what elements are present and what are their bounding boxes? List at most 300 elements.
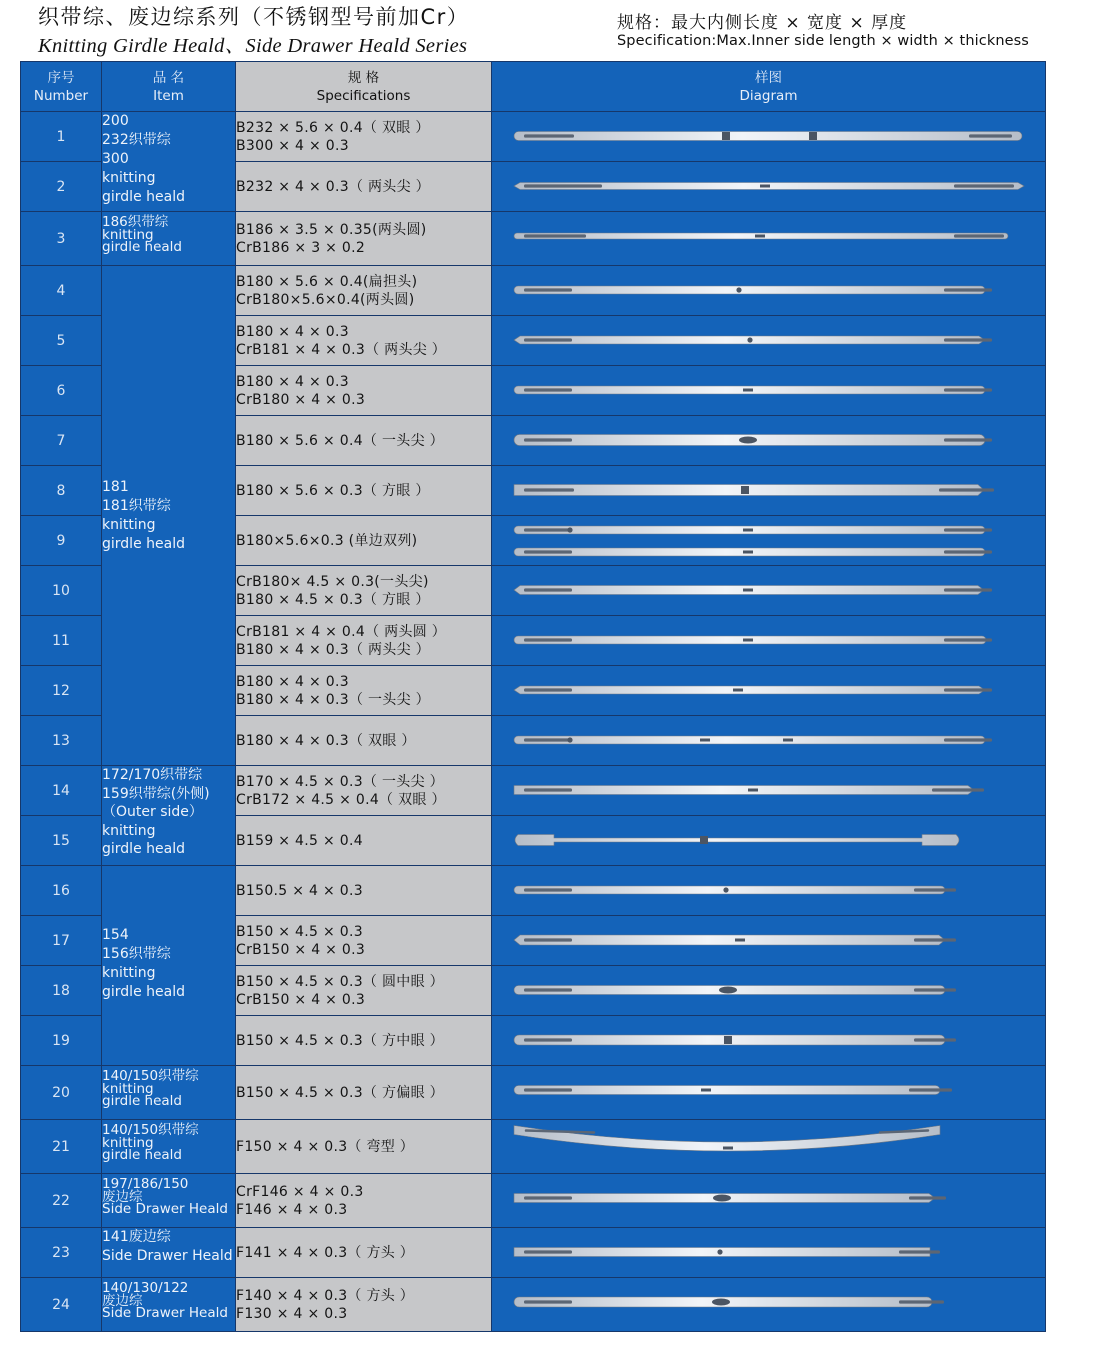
item-name-line: 232织带综 xyxy=(102,132,171,148)
heald-slot xyxy=(944,688,992,691)
heald-strip xyxy=(514,1126,940,1152)
heald-diagram xyxy=(492,1016,1045,1066)
heald-diagram xyxy=(492,1174,1045,1224)
spec-line: • B186 × 3.5 × 0.35(两头圆) xyxy=(236,221,491,239)
heald-eye xyxy=(567,737,572,742)
spec-line: • B180 × 4 × 0.3（ 一头尖 ） xyxy=(236,691,491,709)
item-name-line: 140/130/122 xyxy=(102,1280,189,1296)
item-name-line: Side Drawer Heald xyxy=(102,1201,228,1217)
heald-slot xyxy=(524,388,572,391)
heald-eye xyxy=(713,1195,731,1202)
heald-slot xyxy=(914,938,956,941)
table-row xyxy=(21,1066,1046,1120)
heald-eye xyxy=(701,1089,711,1092)
heald-diagram xyxy=(492,566,1045,616)
heald-eye xyxy=(733,689,743,692)
specification-cell xyxy=(236,1278,492,1332)
table-row xyxy=(21,866,1046,916)
table-row xyxy=(21,212,1046,266)
specification-cell xyxy=(236,1228,492,1278)
item-name-line: 废边综 xyxy=(102,1292,143,1309)
specification-cell xyxy=(236,716,492,766)
heald-strip-lower xyxy=(514,548,992,556)
heald-slot xyxy=(944,438,992,441)
item-name-line: 140/150织带综 xyxy=(102,1068,199,1084)
specification-cell xyxy=(236,1066,492,1120)
heald-slot xyxy=(524,738,572,741)
column-header-item-en: Item xyxy=(153,87,184,104)
row-number: 20 xyxy=(21,1066,102,1120)
heald-strip xyxy=(514,1035,956,1045)
heald-slot xyxy=(524,938,572,941)
heald-diagram xyxy=(492,516,1045,566)
heald-slot xyxy=(914,888,956,891)
row-number: 1 xyxy=(21,112,102,162)
spec-line: • B180 × 5.6 × 0.4（ 一头尖 ） xyxy=(236,432,491,450)
item-name-cell xyxy=(102,1066,236,1120)
heald-slot xyxy=(939,488,994,491)
heald-diagram-cell xyxy=(492,1278,1046,1332)
specification-cell xyxy=(236,916,492,966)
heald-slot xyxy=(944,528,992,531)
item-name-cell xyxy=(102,866,236,1066)
spec-line: • B180 × 4 × 0.3 xyxy=(236,323,491,341)
specification-cell xyxy=(236,516,492,566)
spec-line: • F141 × 4 × 0.3（ 方头 ） xyxy=(236,1244,491,1262)
heald-slot xyxy=(524,988,572,991)
heald-eye xyxy=(717,1249,722,1254)
item-name-cell xyxy=(102,112,236,212)
heald-slot xyxy=(909,1196,946,1199)
item-name-line: girdle heald xyxy=(102,536,185,552)
heald-slot xyxy=(944,388,992,391)
heald-slot xyxy=(524,688,572,691)
row-number: 24 xyxy=(21,1278,102,1332)
heald-diagram-cell xyxy=(492,566,1046,616)
item-name-line: 200 xyxy=(102,113,129,129)
column-header-number-en: Number xyxy=(33,87,89,104)
table-row xyxy=(21,1120,1046,1174)
spec-line: • F146 × 4 × 0.3 xyxy=(236,1201,491,1219)
item-name-line: knitting xyxy=(102,822,156,839)
spec-line: CrB180× 4.5 × 0.3(一头尖) xyxy=(236,573,429,590)
heald-slot xyxy=(524,1196,572,1199)
heald-diagram-cell xyxy=(492,1228,1046,1278)
table-header-row xyxy=(21,62,1046,112)
spec-line: • B180 × 5.6 × 0.3（ 方眼 ） xyxy=(236,482,491,500)
spec-line: • F140 × 4 × 0.3（ 方头 ） xyxy=(236,1287,491,1305)
heald-slot xyxy=(944,638,992,641)
row-number: 11 xyxy=(21,616,102,666)
spec-line: • B180 × 4 × 0.3（ 两头尖 ） xyxy=(236,641,491,659)
specification-cell xyxy=(236,212,492,266)
heald-slot xyxy=(524,438,572,441)
heald-slot xyxy=(944,550,992,553)
item-name-line: Side Drawer Heald xyxy=(102,1247,233,1264)
catalog-title-en: Knitting Girdle Heald、Side Drawer Heald Series xyxy=(38,35,468,57)
heald-strip xyxy=(514,1194,946,1203)
specification-cell xyxy=(236,266,492,316)
row-number: 7 xyxy=(21,416,102,466)
heald-diagram-cell xyxy=(492,716,1046,766)
heald-diagram xyxy=(492,1228,1045,1278)
heald-diagram xyxy=(492,266,1045,316)
heald-eye xyxy=(743,589,753,592)
specification-cell xyxy=(236,366,492,416)
item-name-line: 300 xyxy=(102,151,129,167)
heald-diagram-cell xyxy=(492,316,1046,366)
table-row xyxy=(21,1228,1046,1278)
heald-strip xyxy=(514,183,1024,190)
heald-eye xyxy=(712,1299,730,1306)
row-number: 18 xyxy=(21,966,102,1016)
heald-diagram xyxy=(492,716,1045,766)
heald-slot xyxy=(944,288,992,291)
heald-slot xyxy=(524,1300,572,1303)
heald-slot xyxy=(524,550,572,553)
heald-diagram xyxy=(492,1066,1045,1116)
item-name-line: 172/170织带综 xyxy=(102,767,203,783)
row-number: 12 xyxy=(21,666,102,716)
heald-diagram-cell xyxy=(492,1066,1046,1120)
specification-cell xyxy=(236,866,492,916)
specification-cell xyxy=(236,816,492,866)
row-number: 13 xyxy=(21,716,102,766)
heald-strip xyxy=(514,233,1008,239)
table-row xyxy=(21,266,1046,316)
heald-diagram-cell xyxy=(492,162,1046,212)
spec-line: CrB181 × 4 × 0.4（ 两头圆 ） xyxy=(236,623,447,640)
row-number: 8 xyxy=(21,466,102,516)
item-name-line: 140/150织带综 xyxy=(102,1122,199,1138)
heald-slot xyxy=(914,988,956,991)
row-number: 2 xyxy=(21,162,102,212)
spec-line: CrB186 × 3 × 0.2 xyxy=(236,239,366,256)
heald-slot xyxy=(524,184,602,187)
heald-diagram xyxy=(492,212,1045,262)
row-number: 9 xyxy=(21,516,102,566)
row-number: 4 xyxy=(21,266,102,316)
heald-strip xyxy=(514,485,994,496)
heald-diagram xyxy=(492,916,1045,966)
spec-line: CrB181 × 4 × 0.3（ 两头尖 ） xyxy=(236,341,447,358)
table-row xyxy=(21,1278,1046,1332)
heald-strip-upper xyxy=(514,526,992,534)
heald-diagram-cell xyxy=(492,816,1046,866)
specification-cell xyxy=(236,766,492,816)
heald-strip xyxy=(514,386,992,394)
item-name-line: girdle heald xyxy=(102,984,185,1000)
column-header-diagram xyxy=(492,62,1046,112)
row-number: 5 xyxy=(21,316,102,366)
row-number: 23 xyxy=(21,1228,102,1278)
spec-line: • B150 × 4.5 × 0.3（ 方中眼 ） xyxy=(236,1032,491,1050)
row-number: 22 xyxy=(21,1174,102,1228)
item-name-line: 197/186/150 xyxy=(102,1176,189,1192)
heald-strip xyxy=(514,1248,940,1257)
specification-cell xyxy=(236,316,492,366)
heald-diagram-cell xyxy=(492,266,1046,316)
heald-slot xyxy=(524,134,574,137)
heald-strip xyxy=(514,686,992,694)
heald-diagram xyxy=(492,162,1045,212)
column-header-item xyxy=(102,62,236,112)
heald-slot xyxy=(944,588,992,591)
spec-line: B159 × 4.5 × 0.4 xyxy=(236,832,363,849)
spec-line: CrF146 × 4 × 0.3 xyxy=(236,1183,364,1200)
heald-diagram xyxy=(492,416,1045,466)
item-name-line: knitting xyxy=(102,1134,154,1151)
heald-strip xyxy=(514,886,956,894)
catalog-title-zh: 织带综、废边综系列（不锈钢型号前加Cr） xyxy=(38,5,470,29)
heald-strip xyxy=(514,586,992,595)
item-name-line: knitting xyxy=(102,226,154,243)
spec-line: • B232 × 5.6 × 0.4（ 双眼 ） xyxy=(236,119,491,137)
heald-diagram xyxy=(492,766,1045,816)
heald-eye xyxy=(722,132,730,140)
heald-slot xyxy=(524,338,572,341)
heald-slot xyxy=(524,288,572,291)
heald-slot xyxy=(524,788,572,791)
specification-cell xyxy=(236,666,492,716)
column-header-spec-en: Specifications xyxy=(316,87,411,104)
heald-strip xyxy=(514,986,956,995)
heald-slot xyxy=(524,1038,572,1041)
spec-line: • B150 × 4.5 × 0.3 xyxy=(236,923,491,941)
heald-slot xyxy=(524,638,572,641)
heald-strip xyxy=(514,286,992,294)
row-number: 14 xyxy=(21,766,102,816)
table-row xyxy=(21,766,1046,816)
specification-cell xyxy=(236,966,492,1016)
heald-eye xyxy=(809,132,817,140)
item-name-line: girdle heald xyxy=(102,1093,183,1109)
heald-slot xyxy=(524,588,572,591)
spec-line: • B150.5 × 4 × 0.3 xyxy=(236,882,491,900)
heald-eye xyxy=(741,486,749,494)
heald-eye xyxy=(760,185,770,188)
column-header-number xyxy=(21,62,102,112)
item-name-cell xyxy=(102,1174,236,1228)
heald-slot xyxy=(969,134,1012,137)
heald-eye xyxy=(743,529,753,532)
heald-strip xyxy=(514,435,992,446)
heald-strip xyxy=(514,636,992,644)
heald-eye xyxy=(743,551,753,554)
heald-strip xyxy=(514,935,956,945)
spec-line: B300 × 4 × 0.3 xyxy=(236,137,349,154)
column-header-number-zh: 序号 xyxy=(47,69,75,86)
heald-diagram-cell xyxy=(492,666,1046,716)
heald-slot xyxy=(524,1088,572,1091)
spec-line: • B150 × 4.5 × 0.3（ 方偏眼 ） xyxy=(236,1084,491,1102)
heald-diagram xyxy=(492,966,1045,1016)
heald-eye xyxy=(719,987,737,994)
heald-eye xyxy=(783,739,793,742)
item-name-cell xyxy=(102,266,236,766)
heald-eye xyxy=(743,639,753,642)
spec-line: • B232 × 4 × 0.3（ 两头尖 ） xyxy=(236,178,491,196)
heald-eye xyxy=(747,337,752,342)
heald-diagram xyxy=(492,366,1045,416)
item-name-cell xyxy=(102,1228,236,1278)
heald-strip xyxy=(514,786,984,795)
heald-diagram xyxy=(492,616,1045,666)
row-number: 17 xyxy=(21,916,102,966)
row-number: 6 xyxy=(21,366,102,416)
heald-diagram-cell xyxy=(492,212,1046,266)
item-name-cell xyxy=(102,1120,236,1174)
spec-line: F130 × 4 × 0.3 xyxy=(236,1305,348,1322)
heald-eye xyxy=(736,287,741,292)
heald-diagram-cell xyxy=(492,1174,1046,1228)
heald-slot xyxy=(899,1250,940,1253)
specification-cell xyxy=(236,112,492,162)
heald-diagram-cell xyxy=(492,866,1046,916)
spec-line: CrB180 × 4 × 0.3 xyxy=(236,391,366,408)
spec-line: CrB150 × 4 × 0.3 xyxy=(236,941,366,958)
heald-slot xyxy=(954,234,1004,237)
spec-line: CrB180×5.6×0.4(两头圆) xyxy=(236,291,415,308)
heald-diagram xyxy=(492,666,1045,716)
heald-diagram-cell xyxy=(492,616,1046,666)
spec-line: • B180 × 4 × 0.3 xyxy=(236,373,491,391)
row-number: 21 xyxy=(21,1120,102,1174)
spec-line: • B180 × 4.5 × 0.3（ 方眼 ） xyxy=(236,591,491,609)
spec-line: • F150 × 4 × 0.3（ 弯型 ） xyxy=(236,1138,491,1156)
heald-eye xyxy=(743,389,753,392)
spec-legend-en: Specification:Max.Inner side length × width × thickness xyxy=(617,33,1029,49)
item-name-line: （Outer side） xyxy=(102,804,203,820)
item-name-line: 141废边综 xyxy=(102,1229,171,1245)
item-name-line: 186织带综 xyxy=(102,214,169,230)
column-header-spec xyxy=(236,62,492,112)
item-name-line: knitting xyxy=(102,170,156,186)
heald-diagram-cell xyxy=(492,766,1046,816)
specification-cell xyxy=(236,616,492,666)
heald-eye xyxy=(723,1147,733,1150)
heald-eye xyxy=(739,437,757,444)
heald-eye xyxy=(748,789,758,792)
heald-strip xyxy=(514,1086,952,1095)
item-name-line: girdle heald xyxy=(102,841,185,857)
column-header-diagram-en: Diagram xyxy=(739,87,798,104)
heald-slot xyxy=(909,1088,952,1091)
item-name-cell xyxy=(102,212,236,266)
heald-strip xyxy=(515,835,959,846)
item-name-line: 156织带综 xyxy=(102,946,171,962)
spec-line: • B180 × 4 × 0.3 xyxy=(236,673,491,691)
heald-slot xyxy=(524,888,572,891)
heald-diagram xyxy=(492,1120,1045,1170)
heald-eye xyxy=(567,527,572,532)
heald-slot xyxy=(524,1250,572,1253)
heald-diagram-cell xyxy=(492,466,1046,516)
heald-diagram-cell xyxy=(492,516,1046,566)
heald-diagram-cell xyxy=(492,916,1046,966)
row-number: 15 xyxy=(21,816,102,866)
heald-diagram-cell xyxy=(492,366,1046,416)
specification-cell xyxy=(236,566,492,616)
row-number: 10 xyxy=(21,566,102,616)
item-name-line: 154 xyxy=(102,927,129,943)
item-name-line: girdle heald xyxy=(102,1147,183,1163)
item-name-line: 181 xyxy=(102,479,129,495)
item-name-line: girdle heald xyxy=(102,239,183,255)
heald-slot xyxy=(524,528,572,531)
spec-line: • B180 × 4 × 0.3（ 双眼 ） xyxy=(236,732,491,750)
specification-cell xyxy=(236,162,492,212)
spec-line: CrB172 × 4.5 × 0.4（ 双眼 ） xyxy=(236,791,446,808)
heald-slot xyxy=(899,1300,944,1303)
heald-slot xyxy=(524,488,574,491)
heald-diagram xyxy=(492,816,1045,866)
item-name-line: 159织带综(外侧) xyxy=(102,785,210,802)
heald-diagram-cell xyxy=(492,416,1046,466)
spec-line: • B180 × 5.6 × 0.4(扁担头) xyxy=(236,273,491,291)
table-row xyxy=(21,1174,1046,1228)
column-header-spec-zh: 规 格 xyxy=(347,69,380,86)
heald-slot xyxy=(944,738,992,741)
heald-diagram-cell xyxy=(492,966,1046,1016)
item-name-line: knitting xyxy=(102,517,156,533)
table-row xyxy=(21,112,1046,162)
specification-cell xyxy=(236,466,492,516)
specification-cell xyxy=(236,1174,492,1228)
row-number: 3 xyxy=(21,212,102,266)
specification-cell xyxy=(236,416,492,466)
heald-strip xyxy=(514,132,1022,141)
spec-line: • B180×5.6×0.3 (单边双列) xyxy=(236,532,491,550)
heald-eye xyxy=(700,739,710,742)
heald-slot xyxy=(932,788,984,791)
heald-eye xyxy=(700,836,708,844)
column-header-diagram-zh: 样图 xyxy=(755,69,782,86)
heald-diagram xyxy=(492,316,1045,366)
heald-diagram xyxy=(492,1278,1045,1328)
heald-slot xyxy=(524,234,586,237)
heald-strip xyxy=(514,1297,944,1307)
item-name-cell xyxy=(102,766,236,866)
item-name-line: knitting xyxy=(102,1080,154,1097)
heald-eye xyxy=(723,887,728,892)
heald-eye xyxy=(724,1036,732,1044)
heald-eye xyxy=(735,939,745,942)
spec-line: • B170 × 4.5 × 0.3（ 一头尖 ） xyxy=(236,773,491,791)
heald-table xyxy=(20,61,1046,1332)
heald-strip xyxy=(514,736,992,744)
specification-cell xyxy=(236,1120,492,1174)
specification-cell xyxy=(236,1016,492,1066)
heald-diagram-cell xyxy=(492,1016,1046,1066)
spec-legend-zh: 规格：最大内侧长度 × 宽度 × 厚度 xyxy=(617,13,908,33)
item-name-line: knitting xyxy=(102,965,156,981)
heald-slot xyxy=(954,184,1014,187)
item-name-line: 废边综 xyxy=(102,1188,143,1205)
table-body xyxy=(21,112,1046,1332)
item-name-line: 181织带综 xyxy=(102,498,171,514)
spec-line: • B150 × 4.5 × 0.3（ 圆中眼 ） xyxy=(236,973,491,991)
heald-diagram xyxy=(492,866,1045,916)
heald-eye xyxy=(755,235,765,238)
column-header-item-zh: 品 名 xyxy=(152,69,185,86)
heald-diagram-cell xyxy=(492,112,1046,162)
heald-diagram xyxy=(492,112,1045,162)
heald-slot xyxy=(914,1038,956,1041)
row-number: 16 xyxy=(21,866,102,916)
item-name-cell xyxy=(102,1278,236,1332)
heald-strip xyxy=(514,336,992,344)
